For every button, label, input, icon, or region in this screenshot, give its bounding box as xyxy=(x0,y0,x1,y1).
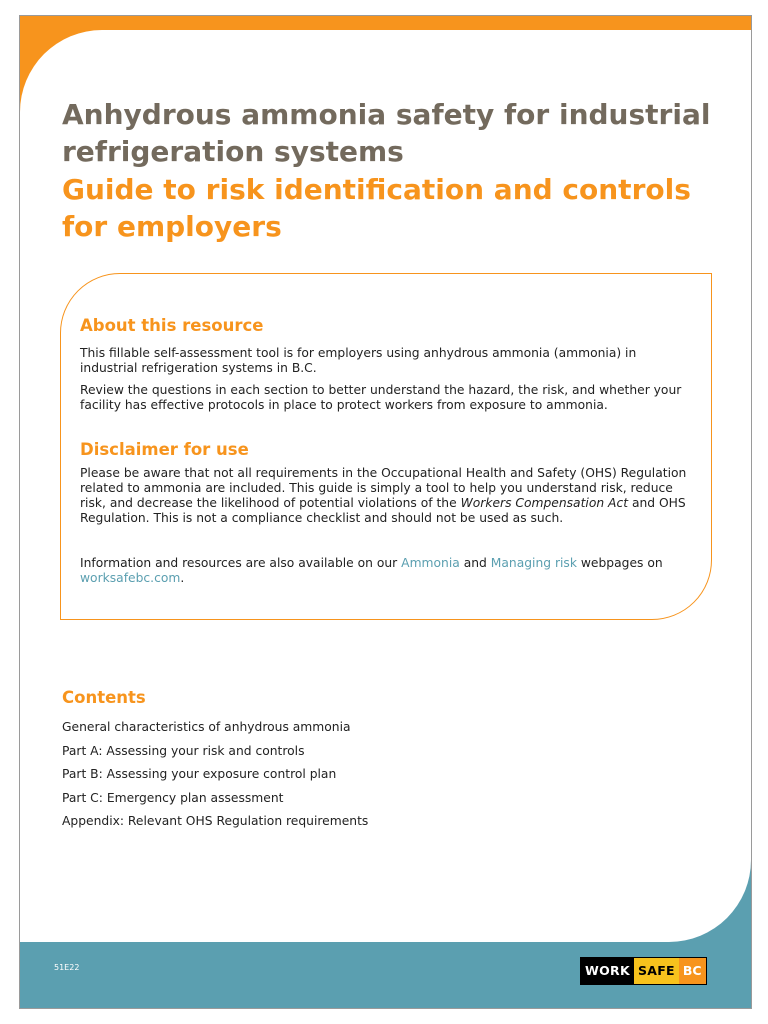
contents-item[interactable]: Part B: Assessing your exposure control plan xyxy=(62,767,337,781)
disclaimer-text-2: and OHS Regulation. This is not a compliance checklist and should not be used as such. xyxy=(80,496,686,525)
disclaimer-text-1: Please be aware that not all requirements in the Occupational Health and Safety (OHS) Regulation related to ammonia are included. This guide is simply a tool to help you understand risk, reduce risk, and decrease the likelihood of potential violations of the xyxy=(80,466,687,510)
contents-item[interactable]: Appendix: Relevant OHS Regulation requirements xyxy=(62,814,369,828)
info-text-4: . xyxy=(180,571,185,585)
page-subtitle: Guide to risk identification and controls for employers xyxy=(62,173,691,243)
managing-risk-link[interactable]: Managing risk xyxy=(490,556,577,570)
info-text-1: Information and resources are also available on our xyxy=(80,556,402,570)
page-title: Anhydrous ammonia safety for industrial refrigeration systems xyxy=(62,98,711,168)
disclaimer-heading: Disclaimer for use xyxy=(80,440,249,459)
info-text-3: webpages on xyxy=(576,556,663,570)
page xyxy=(19,15,752,1009)
info-text-2: and xyxy=(459,556,491,570)
ammonia-link[interactable]: Ammonia xyxy=(401,556,460,570)
document-code: 51E22 xyxy=(54,963,80,972)
worksafebc-logo xyxy=(580,957,707,985)
workers-compensation-act: Workers Compensation Act xyxy=(460,496,629,510)
contents-item[interactable]: General characteristics of anhydrous ammonia xyxy=(62,720,351,734)
contents-list xyxy=(62,716,368,834)
about-paragraph-1: This fillable self-assessment tool is for employers using anhydrous ammonia (ammonia) in industrial refrigeration systems in B.C. xyxy=(80,346,637,375)
logo-work: WORK xyxy=(581,958,634,984)
about-heading: About this resource xyxy=(80,316,264,335)
logo-safe: SAFE xyxy=(634,958,679,984)
about-paragraph-2: Review the questions in each section to better understand the hazard, the risk, and whether your facility has effective protocols in place to protect workers from exposure to ammonia. xyxy=(80,383,682,412)
info-paragraph xyxy=(80,556,690,586)
contents-heading: Contents xyxy=(62,688,146,707)
contents-item[interactable]: Part C: Emergency plan assessment xyxy=(62,790,284,805)
logo-bc: BC xyxy=(679,958,706,984)
disclaimer-paragraph xyxy=(80,466,690,526)
contents-item[interactable]: Part A: Assessing your risk and controls xyxy=(62,743,305,758)
worksafebc-link[interactable]: worksafebc.com xyxy=(80,571,181,585)
